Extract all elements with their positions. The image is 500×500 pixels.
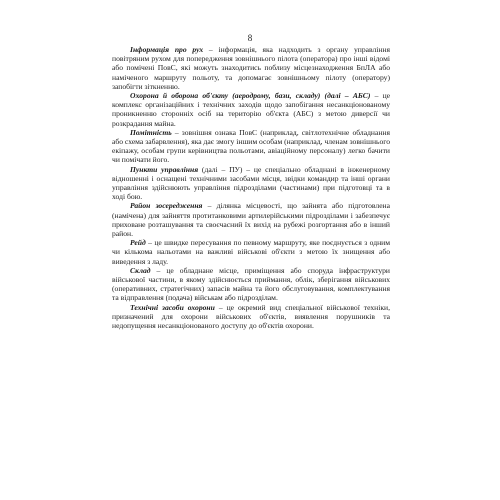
glossary-entry-concentration-area <box>112 201 390 238</box>
glossary-entry-visibility <box>112 128 390 165</box>
glossary-term: Інформація про рух <box>130 45 204 54</box>
glossary-term: Технічні засоби охорони <box>130 302 215 312</box>
glossary-definition: (далі – ПУ) – це спеціально обладнані в інженерному відношенні і оснащені технічними засобами місця, звідки командир та інші органи управління здійснюють управління підрозділами (частинами) при підготовці та в ході бою. <box>112 164 390 202</box>
glossary-definition: – ділянка місцевості, що зайнята або підготовлена (намічена) для зайняття протитанковими артилерійськими підрозділами і забезпечує приховане розташування та своєчасний їх вихід на рубежі розгортання або в інший район. <box>112 201 390 239</box>
glossary-definition: – інформація, яка надходить з органу управління повітряним рухом для попередження зовнішнього пілота (оператора) про інші відомі або помічені ПовС, які можуть знаходитись поблизу місцезнаходження БпЛА або наміченого маршруту польоту, та допомагає зовнішньому пілоту (оператору) запобігти зіткненню. <box>112 45 390 91</box>
glossary-term: Склад <box>130 265 151 275</box>
glossary-entry-command-posts <box>112 165 390 202</box>
glossary-entry-security-equipment <box>112 303 390 331</box>
glossary-term: Помітність <box>130 127 172 137</box>
glossary-term: Охорона й оборона об'єкту (аеродрому, бази, складу) (далі – АБС) <box>130 91 371 101</box>
glossary-definition: – це окремий вид спеціальної військової техніки, призначений для охорони військових об'єктів, виявлення порушників та недопущення несанкціонованого доступу до об'єктів охорони. <box>112 302 390 331</box>
page-number: 8 <box>247 33 253 43</box>
glossary-entry-object-defense <box>112 91 390 128</box>
glossary-definition: – це швидке пересування по певному маршруту, яке поєднується з одним чи кількома нальотами на важливі військові об'єкти з метою їх знищення або виведення з ладу. <box>112 238 390 266</box>
glossary-term: Рейд <box>130 238 146 248</box>
glossary-term: Район зосередження <box>130 201 203 211</box>
glossary-definition: – це комплекс організаційних і технічних заходів щодо запобігання несанкціонованому проникненню сторонніх осіб на територію об'єкта (АБС) з метою диверсії чи розкрадання майна. <box>112 91 391 128</box>
glossary-entry-raid <box>112 238 390 266</box>
glossary-term: Пункти управління <box>130 164 199 174</box>
glossary-definition: – зовнішня ознака ПовС (наприклад, світлотехнічне обладнання або схема забарвлення), яка дає змогу іншим особам (наприклад, членам зовнішнього екіпажу, особам групи керівництва польотами, авіаційному персоналу) легко бачити чи помічати його. <box>112 127 390 165</box>
glossary-entry-warehouse <box>112 266 390 303</box>
glossary-entry-flight-information <box>112 45 390 91</box>
glossary-definition: – це обладнане місце, приміщення або споруда інфраструктури військової частини, в якому здійснюється приймання, облік, зберігання військових (оперативних, стратегічних) запасів майна та його обслуговування, комплектування та відправлення (подача) військам або підрозділам. <box>112 265 390 303</box>
glossary-content <box>112 45 390 330</box>
